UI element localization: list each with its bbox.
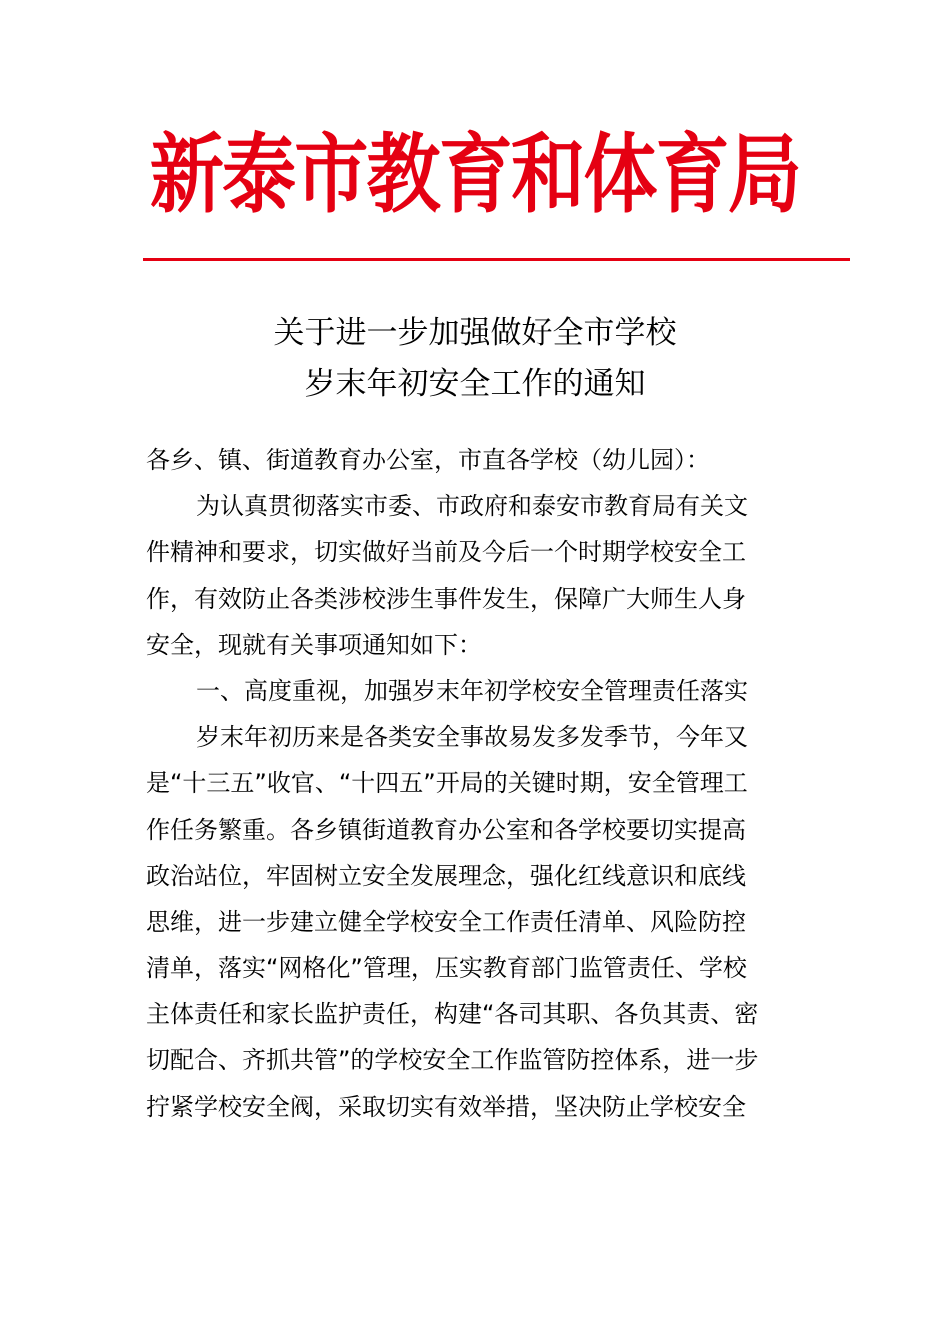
body-line: 件精神和要求，切实做好当前及今后一个时期学校安全工 [146,538,746,567]
header-divider [143,258,850,261]
body-line: 拧紧学校安全阀，采取切实有效举措，坚决防止学校安全 [146,1092,746,1121]
body-line: 为认真贯彻落实市委、市政府和泰安市教育局有关文 [196,492,748,521]
document-title-line-1: 关于进一步加强做好全市学校 [273,315,677,351]
section-heading: 一、高度重视，加强岁末年初学校安全管理责任落实 [196,676,748,705]
body-line: 政治站位，牢固树立安全发展理念，强化红线意识和底线 [146,861,746,890]
issuing-authority-header: 新泰市教育和体育局 [149,125,801,225]
document-title-line-2: 岁末年初安全工作的通知 [304,366,646,402]
salutation: 各乡、镇、街道教育办公室，市直各学校（幼儿园）： [146,446,710,474]
body-line: 清单，落实“网格化”管理，压实教育部门监管责任、学校 [146,954,747,983]
body-line: 主体责任和家长监护责任，构建“各司其职、各负其责、密 [146,1000,759,1029]
body-line: 是“十三五”收官、“十四五”开局的关键时期，安全管理工 [146,769,748,798]
body-line: 作任务繁重。各乡镇街道教育办公室和各学校要切实提高 [146,815,746,844]
body-line: 作，有效防止各类涉校涉生事件发生，保障广大师生人身 [146,584,746,613]
body-line: 切配合、齐抓共管”的学校安全工作监管防控体系，进一步 [146,1046,759,1075]
body-line: 岁末年初历来是各类安全事故易发多发季节，今年又 [196,723,748,752]
body-line: 安全，现就有关事项通知如下： [146,630,482,659]
document-body [146,437,810,1130]
body-line: 思维，进一步建立健全学校安全工作责任清单、风险防控 [146,907,746,936]
